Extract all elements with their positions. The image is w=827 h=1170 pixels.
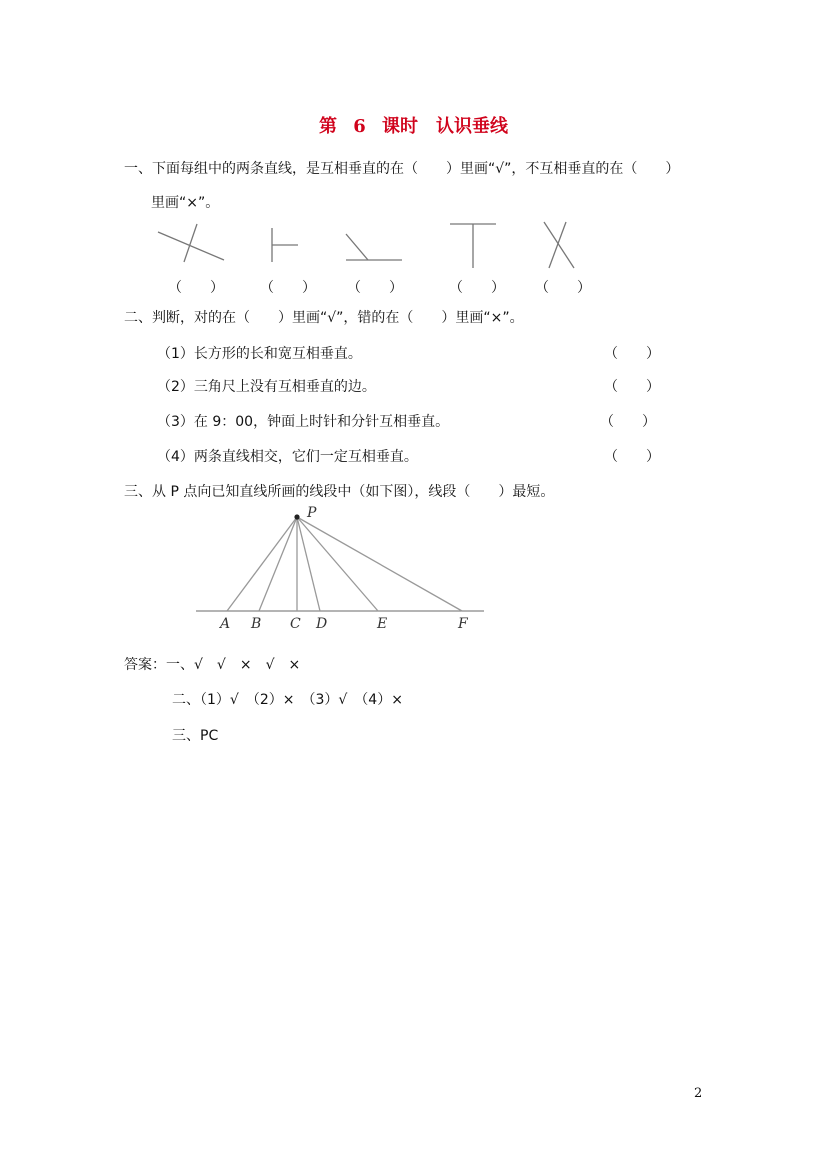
q2-item-2-text: （2）三角尺上没有互相垂直的边。 bbox=[157, 379, 376, 395]
q3-segment-pa bbox=[227, 517, 297, 611]
answers-line-3: 三、PC bbox=[172, 728, 219, 744]
q2-item-4-text: （4）两条直线相交，它们一定互相垂直。 bbox=[157, 449, 418, 465]
q3-label-b: B bbox=[251, 616, 262, 632]
q1-answer-blank-1[interactable]: （ ） bbox=[168, 280, 224, 296]
q3-point-p-dot bbox=[294, 514, 299, 519]
q3-label-p: P bbox=[307, 505, 317, 521]
q2-item-3-text: （3）在 9：00，钟面上时针和分针互相垂直。 bbox=[157, 414, 450, 430]
q3-stem: 三、从 P 点向已知直线所画的线段中（如下图），线段（ ）最短。 bbox=[124, 484, 555, 500]
q3-label-e: E bbox=[377, 616, 388, 632]
q1-answer-blank-4[interactable]: （ ） bbox=[449, 280, 505, 296]
answers-line-2: 二、（1）√ （2）× （3）√ （4）× bbox=[172, 692, 403, 708]
page-number: 2 bbox=[694, 1086, 703, 1101]
q3-label-d: D bbox=[316, 616, 328, 632]
q2-item-1-blank[interactable]: （ ） bbox=[604, 346, 660, 362]
answers-line-1: 答案：一、√ √ × √ × bbox=[124, 657, 301, 673]
q1-answer-blank-3[interactable]: （ ） bbox=[347, 280, 403, 296]
q3-label-f: F bbox=[458, 616, 468, 632]
q3-segment-pb bbox=[259, 517, 297, 611]
q2-item-2-blank[interactable]: （ ） bbox=[604, 379, 660, 395]
q3-label-a: A bbox=[220, 616, 231, 632]
page-title: 第 6 课时 认识垂线 bbox=[318, 116, 509, 137]
q1-stem-line2: 里画“×”。 bbox=[151, 195, 220, 211]
q3-label-c: C bbox=[290, 616, 301, 632]
q2-item-1-text: （1）长方形的长和宽互相垂直。 bbox=[157, 346, 362, 362]
q3-segment-pf bbox=[297, 517, 462, 611]
q2-stem: 二、判断，对的在（ ）里画“√”，错的在（ ）里画“×”。 bbox=[124, 310, 524, 326]
q2-item-4-blank[interactable]: （ ） bbox=[604, 449, 660, 465]
q1-stem-line1: 一、下面每组中的两条直线，是互相垂直的在（ ）里画“√”，不互相垂直的在（ ） bbox=[124, 161, 680, 177]
q1-answer-blank-2[interactable]: （ ） bbox=[260, 280, 316, 296]
q1-answer-blank-5[interactable]: （ ） bbox=[535, 280, 591, 296]
q2-item-3-blank[interactable]: （ ） bbox=[600, 414, 656, 430]
